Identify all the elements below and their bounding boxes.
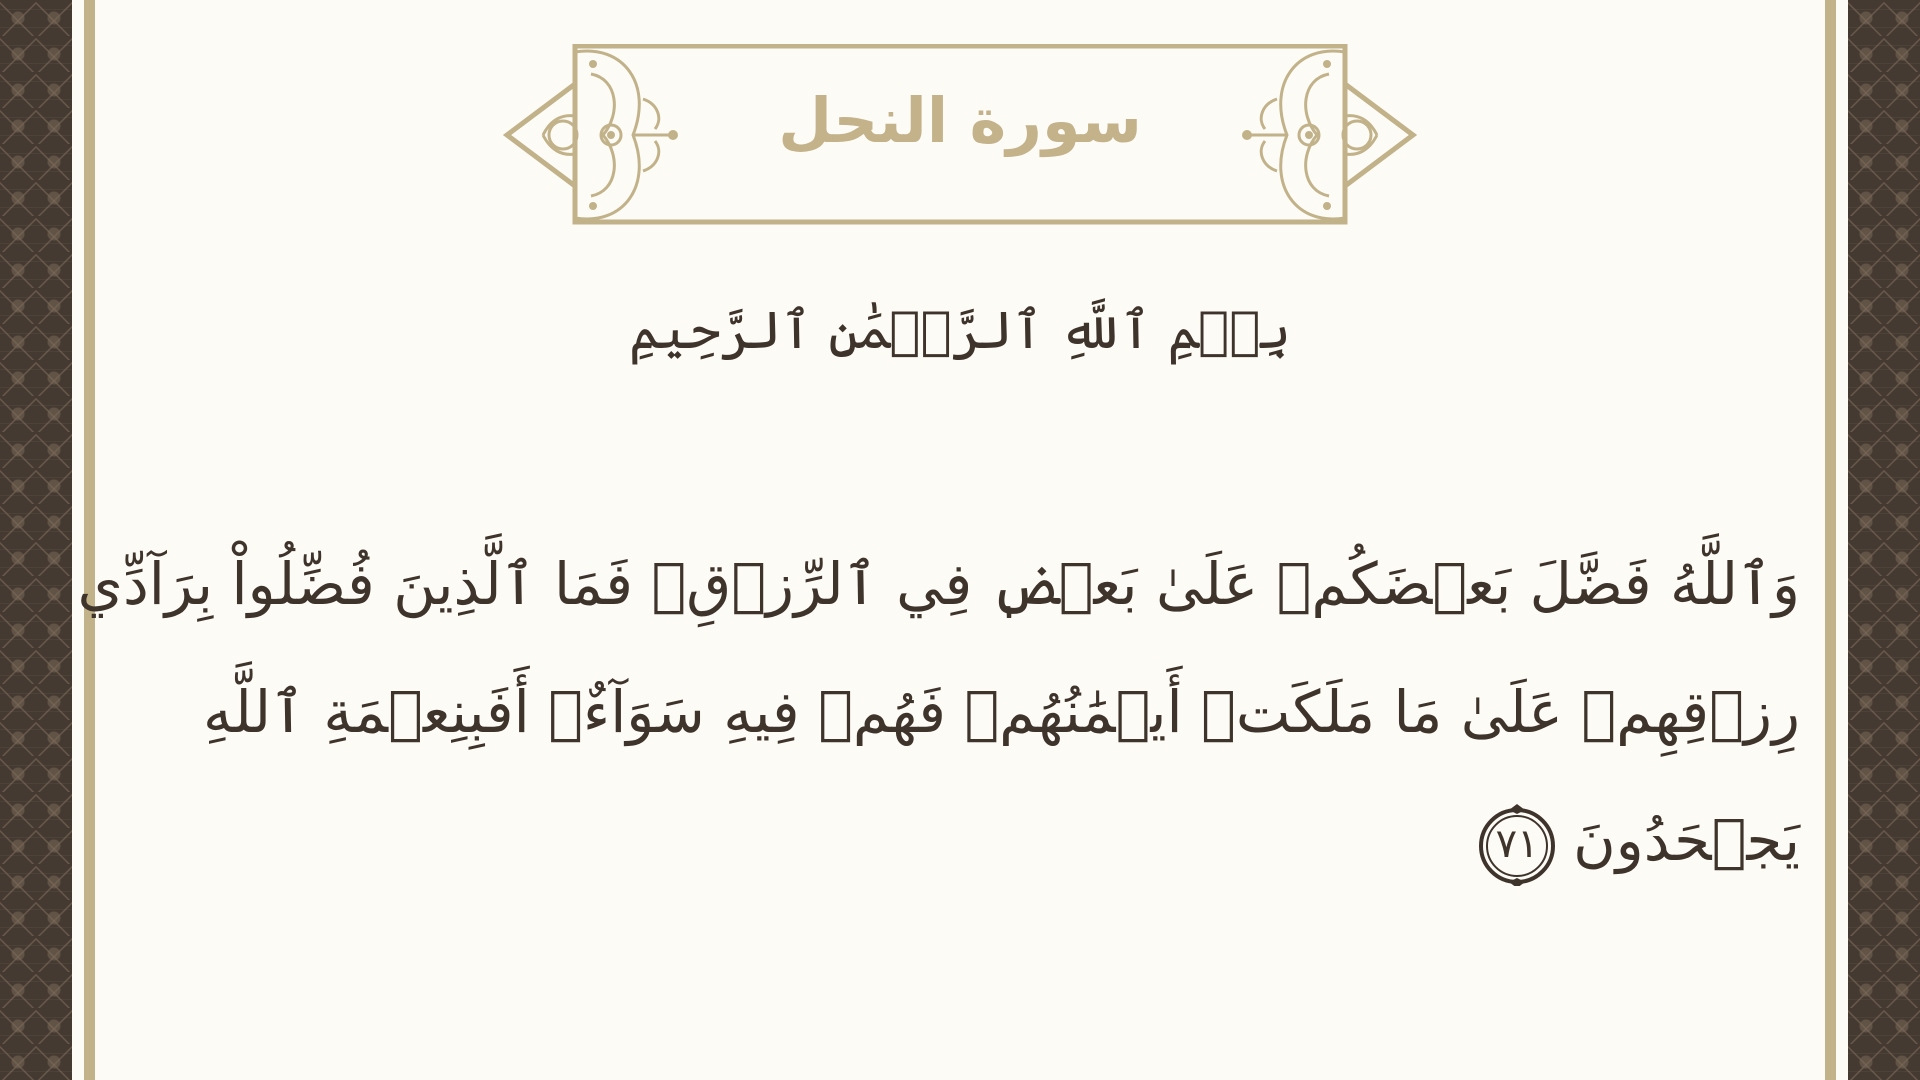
- right-gold-rule: [1825, 0, 1836, 1080]
- left-ornamental-border: [0, 0, 72, 1080]
- verse-line-2: رِزۡقِهِمۡ عَلَىٰ مَا مَلَكَتۡ أَيۡمَٰنُهُمۡ فَهُمۡ فِيهِ سَوَآءٌۚ أَفَبِنِعۡمَةِ ٱللَّهِ: [203, 678, 1800, 746]
- verse-line-3: [140, 776, 1800, 904]
- right-ornamental-border: [1848, 0, 1920, 1080]
- verse-text: [77, 520, 1800, 904]
- ayah-number-marker: [1475, 802, 1559, 886]
- basmala: بِسۡمِ ٱللَّهِ ٱلرَّحۡمَٰنِ ٱلرَّحِيمِ: [629, 301, 1291, 361]
- surah-header-frame: [503, 44, 1417, 226]
- surah-title: سورة النحل: [778, 84, 1142, 157]
- verse-line-1: وَٱللَّهُ فَضَّلَ بَعۡضَكُمۡ عَلَىٰ بَعۡضٖ فِي ٱلرِّزۡقِۚ فَمَا ٱلَّذِينَ فُضِّلُواْ بِرَآدِّي: [77, 550, 1800, 618]
- verse-line-3-text: يَجۡحَدُونَ: [1573, 806, 1800, 874]
- ayah-number: ٧١: [1495, 820, 1539, 867]
